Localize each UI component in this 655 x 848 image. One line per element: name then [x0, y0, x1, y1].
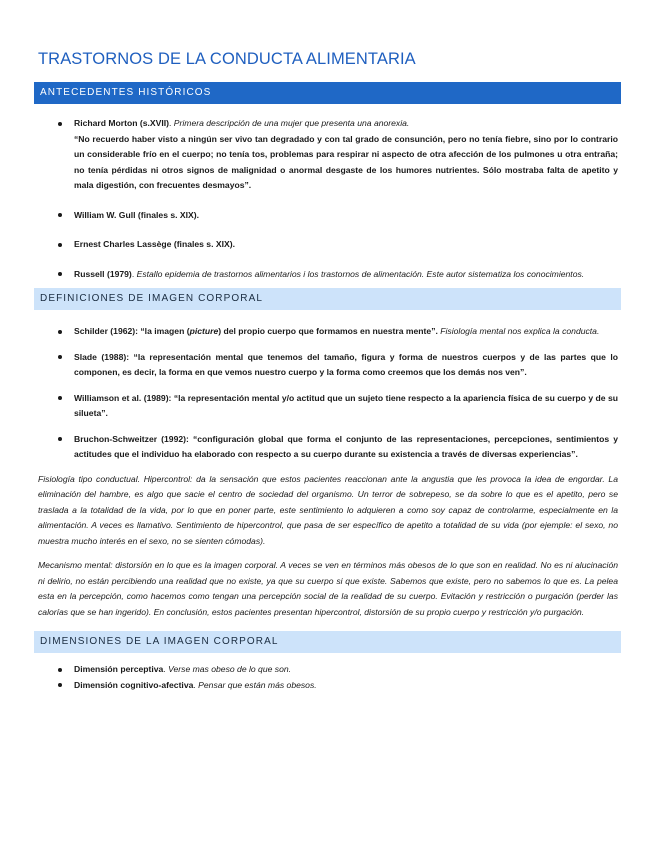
list-item: Slade (1988): “la representación mental que tenemos del tamaño, figura y forma de nuestros cuerpos y de las partes que lo componen, es decir, la forma en que vemos nuestro cuerpo y la forma como creemos que los demás nos ven”. [34, 350, 621, 381]
list-item [34, 208, 621, 224]
item-author: William W. Gull (finales s. XIX). [74, 209, 200, 220]
item-dimension: Dimensión perceptiva [74, 664, 164, 674]
list-item: Schilder (1962): “la imagen (picture) del propio cuerpo que formamos en nuestra mente”. Fisiología mental nos explica la conducta. [34, 324, 621, 340]
item-description: Estallo epidemia de trastornos alimentarios i los trastornos de alimentación. Este autor sistematiza los conocimientos. [136, 268, 585, 279]
item-description: Pensar que están más obesos. [198, 679, 317, 690]
item-author: Ernest Charles Lassège (finales s. XIX). [74, 239, 235, 249]
paragraph-mecanismo: Mecanismo mental: distorsión en lo que es la imagen corporal. A veces se ven en términos más obesos de lo que son en realidad. No es ni alucinación ni delirio, no están percibiendo una realidad que no existe, ya que su cuerpo si que existe. Sabemos que existe, pero no sabemos lo que es. La pelea esta en la percepción, como hacemos como tengan una percepción social de la realidad de su cuerpo. Evitación y restricción o purgación (perder las calorías que se han ingerido). En conclusión, estos pacientes presentan hipercontrol, distorsión de su propio cuerpo y restricción y/o purgación. [38, 560, 618, 617]
item-description: Fisiología mental nos explica la conducta. [437, 326, 600, 336]
list-item: Dimensión cognitivo-afectiva. Pensar que están más obesos. [34, 678, 621, 694]
section-header-definiciones: DEFINICIONES DE IMAGEN CORPORAL [34, 288, 621, 310]
list-item: Dimensión perceptiva. Verse mas obeso de lo que son. [34, 662, 621, 678]
item-dimension: Dimensión cognitivo-afectiva [74, 679, 194, 690]
item-author: Richard Morton (s.XVII) [74, 118, 170, 128]
list-item [34, 237, 621, 253]
document-title: TRASTORNOS DE LA CONDUCTA ALIMENTARIA [38, 50, 416, 68]
list-item: Russell (1979). Estallo epidemia de trastornos alimentarios i los trastornos de alimentación. Este autor sistematiza los conocimientos. [34, 267, 621, 283]
item-author: Russell (1979) [74, 268, 132, 279]
section-header-dimensiones: DIMENSIONES DE LA IMAGEN CORPORAL [34, 631, 621, 653]
item-quote: “No recuerdo haber visto a ningún ser vivo tan degradado y con tal grado de consunción, pero no tenía fiebre, sino por lo contrario un considerable frío en el cuerpo; no tenía tos, problemas para respirar ni aspecto de otra afección de los pulmones u otra entraña; no tenía pérdidas ni otros signos de malignidad o anormal desgaste de los humores nutrientes. Sólo mostraba falta de apetito y mala digestión, con frecuentes desmayos”. [74, 133, 618, 190]
list-item: Richard Morton (s.XVII). Primera descripción de una mujer que presenta una anorexia. “No recuerdo haber visto a ningún ser vivo tan degradado y con tal grado de consunción, pero no tenía fiebre, sino por lo contrario un considerable frío en el cuerpo; no tenía tos, problemas para respirar ni aspecto de otra afección de los pulmones u otra entraña; no tenía pérdidas ni otros signos de malignidad o anormal desgaste de los humores nutrientes. Sólo mostraba falta de apetito y mala digestión, con frecuentes desmayos”. [34, 116, 621, 194]
list-item: Williamson et al. (1989): “la representación mental y/o actitud que un sujeto tiene respecto a la apariencia física de su cuerpo y de su silueta”. [34, 391, 621, 422]
section-header-antecedentes: ANTECEDENTES HISTÓRICOS [34, 82, 621, 104]
item-description: Primera descripción de una mujer que presenta una anorexia. [173, 118, 410, 128]
item-description: Verse mas obeso de lo que son. [168, 664, 292, 674]
list-item: Bruchon-Schweitzer (1992): “configuración global que forma el conjunto de las representaciones, percepciones, sentimientos y actitudes que el individuo ha elaborado con respecto a su cuerpo durante su existencia a través de diversas experiencias”. [34, 432, 621, 463]
antecedentes-list [34, 116, 621, 282]
dimensiones-list [34, 662, 621, 693]
definiciones-list [34, 324, 621, 463]
paragraph-fisiologia: Fisiología tipo conductual. Hipercontrol: da la sensación que estos pacientes reaccionan ante la angustia que les provoca la idea de engordar. La eliminación del hambre, es algo que sacie el centro de sociedad del organismo. Un terror de sobrepeso, se da sobre lo que es el apetito, pero se traslada a la totalidad de la vida, por lo que en poner parte, este sentimiento lo adquieren a como soy capaz de controlarme, especialmente en la alimentación. A veces es llamativo. Sentimiento de hipercontrol, que pasa de ser específico de apetito a totalidad de su vida (por ejemple: el sexo, no muestra mucho interés en el sexo, no se sienten cómodas). [38, 473, 618, 546]
